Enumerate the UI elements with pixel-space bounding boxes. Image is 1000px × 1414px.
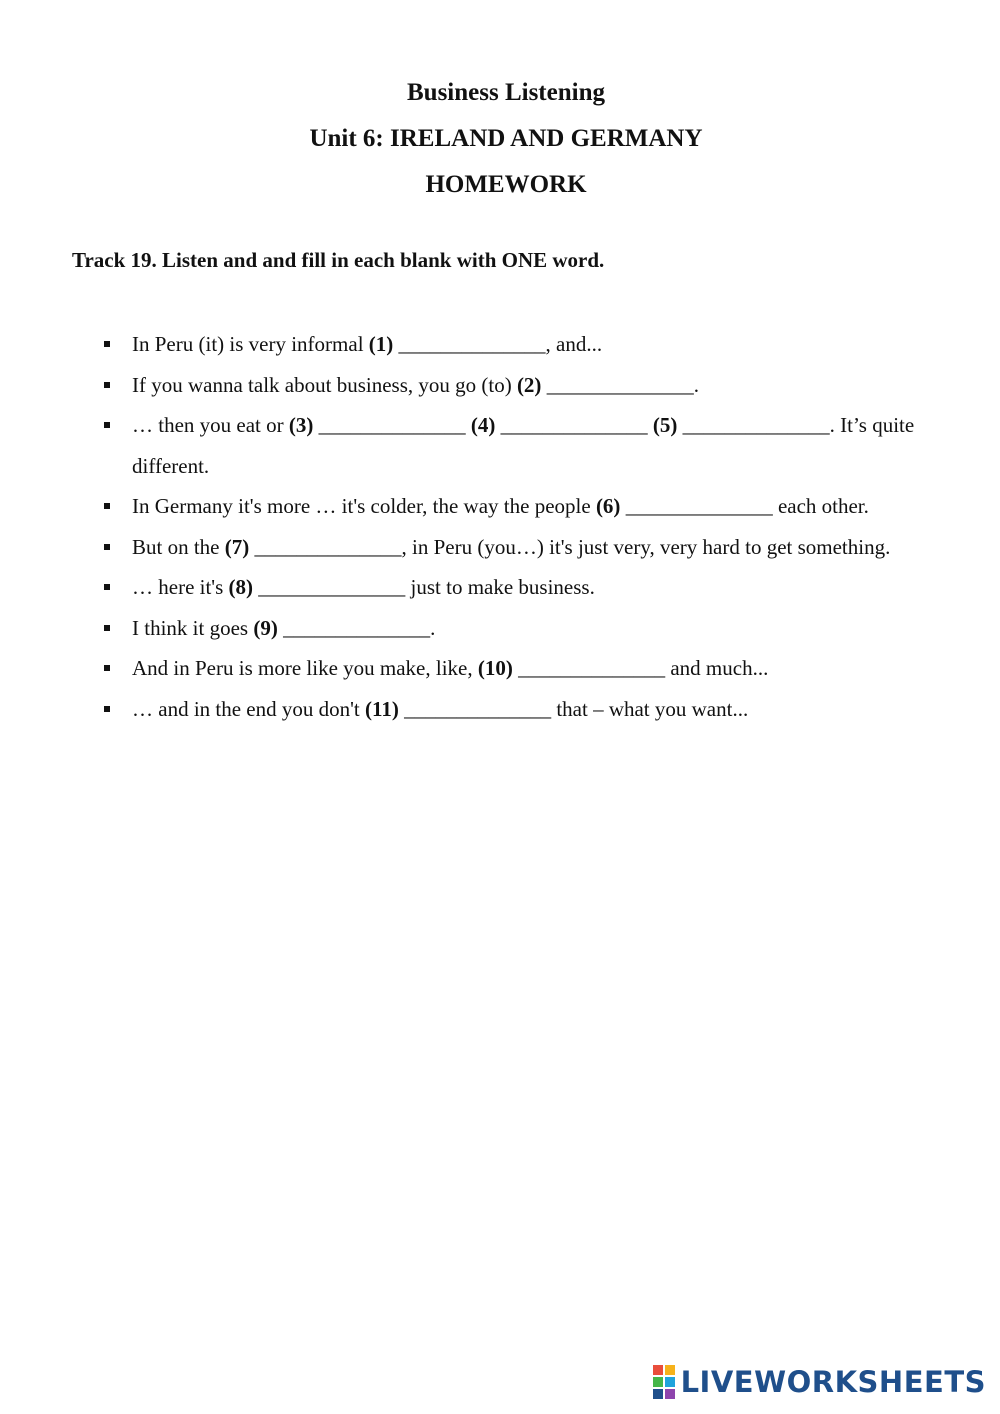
list-item: … then you eat or (3) ______________ (4) ______________ (5) ______________. It’s quite different. — [0, 405, 922, 486]
course-title: Business Listening — [407, 79, 605, 106]
answer-blank[interactable]: ______________ — [625, 494, 773, 518]
blank-number: (8) — [228, 575, 254, 599]
logo-square — [653, 1389, 663, 1399]
answer-blank[interactable]: ______________ — [500, 413, 648, 437]
blank-number: (4) — [470, 413, 496, 437]
logo-square — [653, 1377, 663, 1387]
list-item: And in Peru is more like you make, like, (10) ______________ and much... — [0, 648, 922, 689]
bullet-icon — [104, 625, 110, 631]
section-title: HOMEWORK — [425, 171, 587, 198]
logo-square — [665, 1389, 675, 1399]
unit-title: Unit 6: IRELAND AND GERMANY — [309, 125, 703, 152]
bullet-icon — [104, 706, 110, 712]
answer-blank[interactable]: ______________ — [254, 534, 402, 559]
exercise-instruction: Track 19. Listen and and fill in each blank with ONE word. — [72, 248, 605, 272]
blank-number: (6) — [595, 494, 621, 518]
blank-number: (7) — [224, 534, 250, 559]
list-item: If you wanna talk about business, you go (to) (2) ______________. — [0, 365, 922, 406]
blank-number: (9) — [253, 615, 278, 640]
answer-blank[interactable]: ______________ — [682, 413, 830, 437]
blank-number: (11) — [365, 696, 399, 721]
list-item: … here it's (8) ______________ just to make business. — [0, 567, 922, 608]
list-item: I think it goes (9) ______________. — [0, 608, 922, 649]
blank-number: (1) — [368, 332, 394, 356]
list-item: But on the (7) ______________, in Peru (you…) it's just very, very hard to get something. — [0, 527, 922, 568]
logo-square — [665, 1365, 675, 1375]
answer-blank[interactable]: ______________ — [404, 696, 552, 721]
bullet-icon — [104, 665, 110, 671]
logo-square — [653, 1365, 663, 1375]
blank-number: (2) — [516, 372, 542, 397]
bullet-icon — [104, 341, 110, 347]
list-item: … and in the end you don't (11) ______________ that – what you want... — [0, 689, 922, 730]
answer-blank[interactable]: ______________ — [283, 615, 431, 640]
liveworksheets-logo — [653, 1364, 986, 1400]
blank-number: (5) — [652, 413, 678, 437]
bullet-icon — [104, 422, 110, 428]
blank-number: (10) — [477, 656, 513, 680]
blank-number: (3) — [288, 413, 314, 437]
answer-blank[interactable]: ______________ — [518, 656, 666, 680]
list-item: In Peru (it) is very informal (1) ______________, and... — [0, 324, 922, 365]
answer-blank[interactable]: ______________ — [546, 372, 694, 397]
bullet-icon — [104, 503, 110, 509]
bullet-icon — [104, 544, 110, 550]
logo-text: LIVEWORKSHEETS — [680, 1365, 986, 1399]
answer-blank[interactable]: ______________ — [258, 575, 406, 599]
answer-blank[interactable]: ______________ — [318, 413, 466, 437]
list-item: In Germany it's more … it's colder, the way the people (6) ______________ each other. — [0, 486, 922, 527]
bullet-icon — [104, 584, 110, 590]
exercise-list — [0, 324, 1000, 729]
logo-mark-icon — [653, 1365, 675, 1399]
bullet-icon — [104, 382, 110, 388]
logo-square — [665, 1377, 675, 1387]
answer-blank[interactable]: ______________ — [398, 332, 546, 356]
worksheet-header — [0, 70, 1000, 208]
